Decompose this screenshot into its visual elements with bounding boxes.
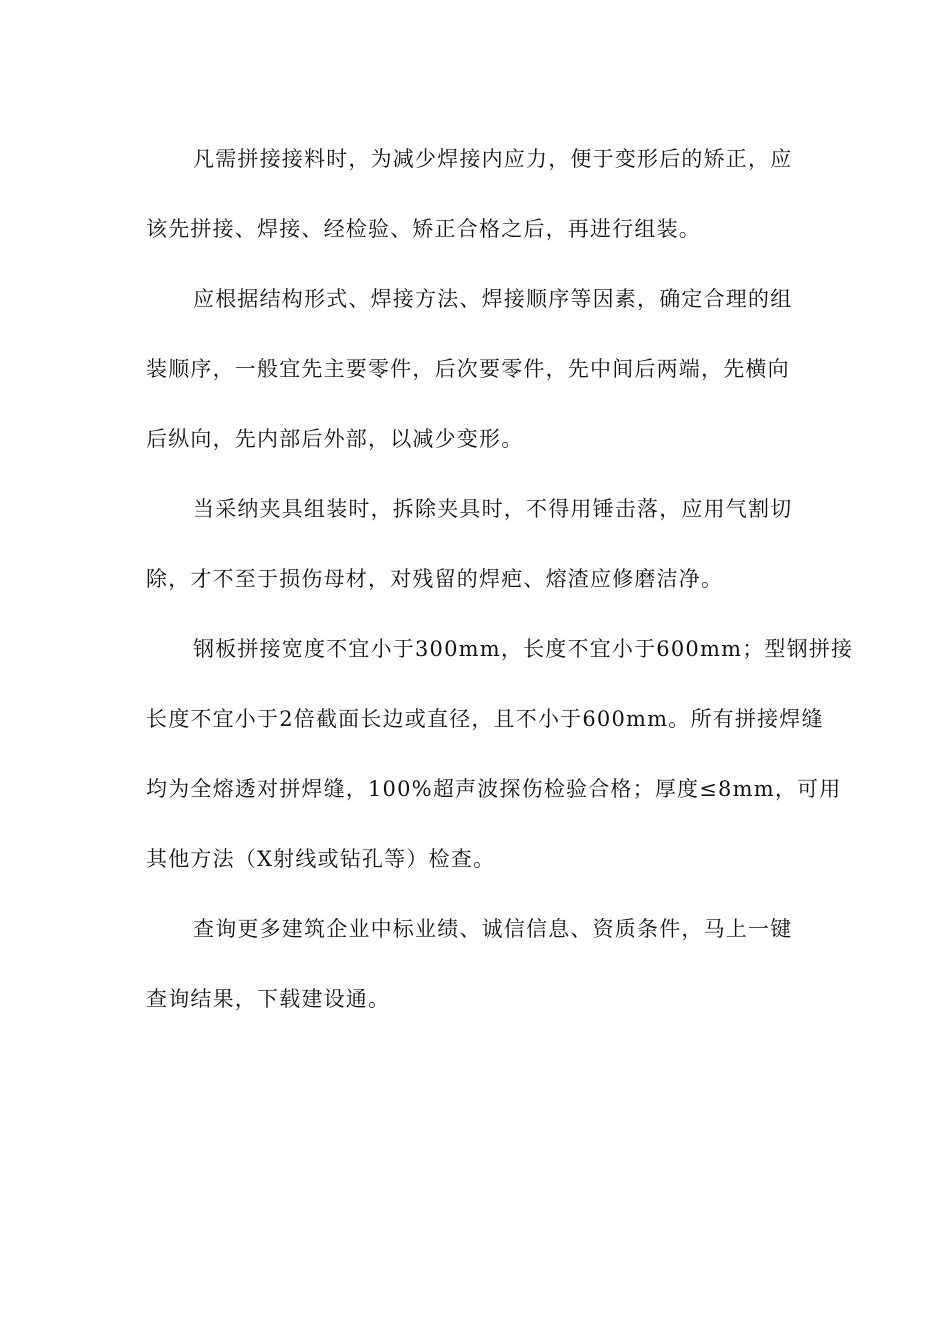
paragraph-line: 查询结果，下载建设通。 xyxy=(146,987,391,1011)
document-body xyxy=(146,124,854,1034)
paragraph-line: 查询更多建筑企业中标业绩、诚信信息、资质条件，马上一键 xyxy=(193,917,793,941)
paragraph xyxy=(146,474,806,614)
paragraph-line: 应根据结构形式、焊接方法、焊接顺序等因素，确定合理的组 xyxy=(193,287,793,311)
paragraph-line: 凡需拼接接料时，为减少焊接内应力，便于变形后的矫正，应 xyxy=(193,147,793,171)
paragraph-line: 长度不宜小于2倍截面长边或直径，且不小于600mm。所有拼接焊缝 xyxy=(146,707,824,731)
paragraph-line: 均为全熔透对拼焊缝，100%超声波探伤检验合格；厚度≤8mm，可用 xyxy=(146,777,842,801)
paragraph-line: 除，才不至于损伤母材，对残留的焊疤、熔渣应修磨洁净。 xyxy=(146,567,724,591)
paragraph xyxy=(146,614,854,894)
paragraph-line: 装顺序，一般宜先主要零件，后次要零件，先中间后两端，先横向 xyxy=(146,357,790,381)
paragraph-line: 钢板拼接宽度不宜小于300mm，长度不宜小于600mm；型钢拼接 xyxy=(193,637,854,661)
paragraph-line: 后纵向，先内部后外部，以减少变形。 xyxy=(146,427,524,451)
paragraph-line: 该先拼接、焊接、经检验、矫正合格之后，再进行组装。 xyxy=(146,217,701,241)
paragraph xyxy=(146,264,806,474)
paragraph-line: 当采纳夹具组装时，拆除夹具时，不得用锤击落，应用气割切 xyxy=(193,497,793,521)
paragraph xyxy=(146,894,806,1034)
paragraph-line: 其他方法（X射线或钻孔等）检查。 xyxy=(146,847,496,871)
paragraph xyxy=(146,124,806,264)
